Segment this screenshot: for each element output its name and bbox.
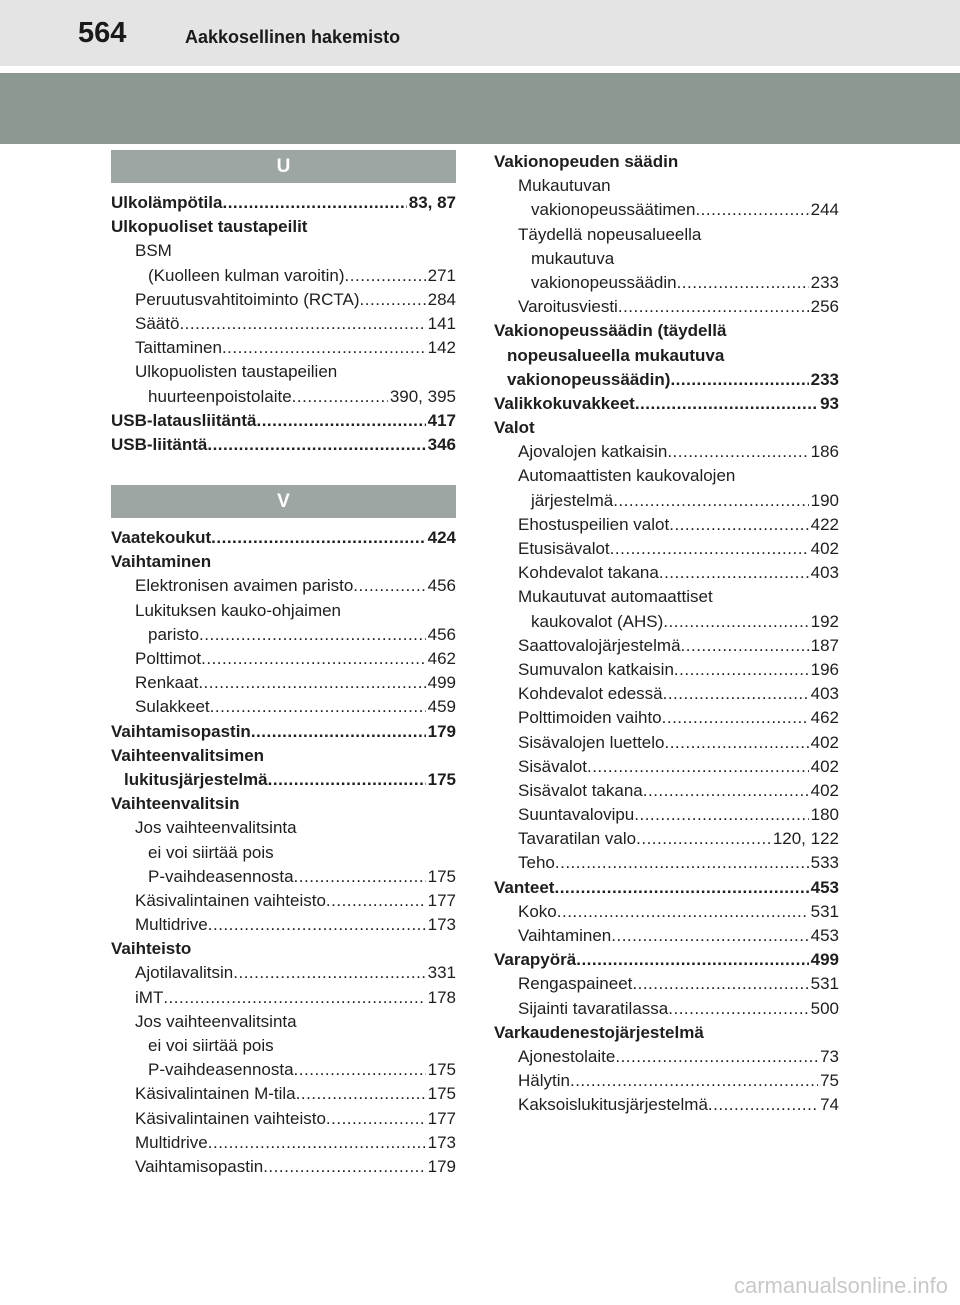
index-entry — [111, 768, 456, 792]
dot-leader — [667, 440, 808, 464]
index-entry-page: 453 — [810, 877, 839, 897]
index-entry-page: 256 — [810, 297, 839, 317]
index-entry-text: Sumuvalon katkaisin — [518, 659, 674, 679]
index-entry-page: 500 — [810, 998, 839, 1018]
index-entry-page: 179 — [427, 721, 456, 741]
index-entry-text: Varkaudenestojärjestelmä — [494, 1022, 704, 1042]
dot-leader — [610, 537, 809, 561]
dot-leader — [576, 948, 808, 972]
dot-leader — [233, 961, 425, 985]
dot-leader — [256, 409, 425, 433]
index-entry-text: Multidrive — [135, 1132, 208, 1152]
index-entry — [494, 1045, 839, 1069]
index-entry-text: USB-latausliitäntä — [111, 410, 257, 430]
dot-leader — [708, 1093, 818, 1117]
index-column-left — [111, 150, 456, 1179]
index-entry-page: 74 — [820, 1095, 839, 1115]
index-entry — [494, 972, 839, 996]
dot-leader — [360, 288, 426, 312]
index-entry-text: Valikkokuvakkeet — [494, 393, 635, 413]
index-entry-page: 459 — [427, 697, 456, 717]
index-entry-text: Polttimot — [135, 649, 202, 668]
index-list-right — [494, 150, 839, 1118]
dot-leader — [208, 1131, 426, 1155]
index-entry — [111, 385, 456, 409]
index-entry — [494, 779, 839, 803]
index-entry-page: 233 — [810, 369, 839, 389]
index-entry — [494, 827, 839, 851]
index-entry-page: 402 — [810, 539, 839, 558]
index-entry-page: 75 — [820, 1071, 839, 1091]
index-entry — [494, 513, 839, 537]
index-entry — [111, 647, 456, 671]
index-entry — [111, 574, 456, 598]
index-entry-text: Mukautuvat automaattiset — [518, 587, 713, 607]
index-entry-text: Teho — [518, 853, 555, 873]
index-entry-text: Vaihtamisopastin — [111, 721, 251, 741]
index-entry — [494, 997, 839, 1021]
index-entry-page: 402 — [810, 780, 839, 800]
index-entry-page: 462 — [427, 649, 456, 668]
index-entry-page: 462 — [810, 708, 839, 728]
index-entry-text: Rengaspaineet — [518, 974, 633, 994]
index-entry — [494, 803, 839, 827]
index-entry-text: USB-liitäntä — [111, 434, 208, 454]
index-entry — [494, 247, 839, 271]
index-entry-text: iMT — [135, 987, 164, 1007]
index-entry-text: BSM — [135, 241, 172, 261]
index-entry — [111, 191, 456, 215]
dot-leader — [554, 876, 808, 900]
index-entry-text: Jos vaihteenvalitsinta — [135, 818, 297, 838]
index-entry-text: Elektronisen avaimen paristo — [135, 576, 354, 596]
index-entry-text: Vaihteenvalitsin — [111, 794, 240, 814]
dot-leader — [198, 671, 425, 695]
dot-leader — [222, 191, 406, 215]
index-entry-page: 180 — [810, 805, 839, 825]
index-entry — [111, 526, 456, 550]
index-entry — [494, 561, 839, 585]
index-entry-text: Sijainti tavaratilassa — [518, 998, 669, 1018]
index-entry-text: Sisävalot — [518, 756, 587, 776]
index-entry-page: 402 — [810, 732, 839, 752]
dot-leader — [268, 768, 426, 792]
index-entry — [494, 174, 839, 198]
index-entry — [111, 695, 456, 719]
index-entry-page: 141 — [427, 313, 456, 333]
index-entry — [494, 1021, 839, 1045]
dot-leader — [326, 889, 426, 913]
index-entry-page: 93 — [820, 393, 839, 413]
dot-leader — [643, 779, 809, 803]
dot-leader — [294, 1058, 426, 1082]
index-entry-text: Sisävalot takana — [518, 780, 643, 800]
index-entry-text: Taittaminen — [135, 338, 222, 358]
index-entry-page: 173 — [427, 915, 456, 935]
index-entry-text: Koko — [518, 901, 557, 921]
index-entry — [111, 744, 456, 768]
index-entry-page: 390, 395 — [389, 386, 456, 406]
index-entry — [111, 841, 456, 865]
index-entry — [494, 295, 839, 319]
index-entry-text: Hälytin — [518, 1071, 570, 1091]
index-entry-text: paristo — [148, 624, 200, 644]
index-entry — [494, 876, 839, 900]
index-entry — [494, 948, 839, 972]
dot-leader — [674, 658, 809, 682]
dot-leader — [199, 623, 426, 647]
dot-leader — [294, 865, 426, 889]
index-entry — [494, 658, 839, 682]
index-entry-text: P-vaihdeasennosta — [148, 866, 294, 886]
index-entry-page: 178 — [427, 987, 456, 1007]
index-entry-text: Automaattisten kaukovalojen — [518, 466, 736, 486]
index-entry — [494, 440, 839, 464]
index-entry-text: Vaihtaminen — [111, 552, 212, 572]
index-entry-page: 403 — [810, 563, 839, 583]
index-entry — [494, 1069, 839, 1093]
index-entry-text: Peruutusvahtitoiminto (RCTA) — [135, 289, 360, 309]
index-entry-text: Vaihteenvalitsimen — [111, 745, 265, 765]
dot-leader — [557, 900, 809, 924]
index-entry — [111, 264, 456, 288]
dot-leader — [570, 1069, 818, 1093]
index-entry — [111, 865, 456, 889]
index-entry-text: Vaatekoukut — [111, 528, 212, 548]
index-entry-text: Lukituksen kauko-ohjaimen — [135, 600, 342, 620]
dot-leader — [663, 610, 808, 634]
index-entry — [111, 550, 456, 574]
index-entry-text: Mukautuvan — [518, 176, 611, 196]
dot-leader — [555, 851, 809, 875]
index-entry — [111, 1107, 456, 1131]
index-entry-page: 190 — [810, 490, 839, 510]
index-entry — [494, 344, 839, 368]
dot-leader — [613, 489, 808, 513]
dot-leader — [664, 731, 808, 755]
index-entry-text: Vaihtaminen — [518, 926, 612, 945]
index-entry — [111, 1082, 456, 1106]
dot-leader — [211, 526, 425, 550]
index-entry-page: 73 — [820, 1046, 839, 1066]
index-entry-page: 284 — [427, 289, 456, 309]
index-entry — [111, 986, 456, 1010]
index-entry — [111, 360, 456, 384]
index-entry — [111, 1131, 456, 1155]
dot-leader — [615, 1045, 818, 1069]
index-entry — [494, 223, 839, 247]
index-entry-page: 403 — [810, 684, 839, 704]
index-entry-page: 175 — [427, 1060, 456, 1080]
index-entry — [494, 489, 839, 513]
index-entry-page: 531 — [810, 974, 839, 994]
index-entry-text: Saattovalojärjestelmä — [518, 635, 681, 655]
dot-leader — [635, 392, 818, 416]
index-entry-text: Varapyörä — [494, 950, 577, 970]
index-entry-text: Ulkolämpötila — [111, 193, 223, 212]
index-entry — [111, 599, 456, 623]
dot-leader — [669, 513, 808, 537]
index-entry-page: 192 — [810, 611, 839, 631]
index-entry — [111, 816, 456, 840]
index-entry — [494, 634, 839, 658]
index-entry — [494, 392, 839, 416]
index-entry-page: 456 — [427, 576, 456, 596]
index-entry — [111, 1058, 456, 1082]
index-entry-text: järjestelmä — [531, 490, 614, 510]
index-entry — [111, 312, 456, 336]
index-entry-text: Ulkopuolisten taustapeilien — [135, 362, 338, 382]
index-entry-text: vakionopeussäädin) — [507, 369, 671, 389]
index-entry-page: 177 — [427, 890, 456, 910]
dot-leader — [251, 720, 426, 744]
index-entry — [494, 416, 839, 440]
index-entry — [111, 239, 456, 263]
index-entry-text: Vaihteisto — [111, 939, 192, 959]
index-entry — [111, 937, 456, 961]
index-entry-text: kaukovalot (AHS) — [531, 611, 664, 631]
index-entry — [111, 433, 456, 457]
index-entry — [494, 368, 839, 392]
dot-leader — [659, 561, 809, 585]
dot-leader — [670, 368, 808, 392]
dot-leader — [210, 695, 426, 719]
index-entry-page: 173 — [427, 1132, 456, 1152]
dot-leader — [222, 336, 426, 360]
index-entry-text: Käsivalintainen vaihteisto — [135, 890, 326, 910]
index-entry-page: 120, 122 — [772, 829, 839, 849]
index-entry — [494, 150, 839, 174]
index-entry-text: Polttimoiden vaihto — [518, 708, 662, 728]
section-letter-u: U — [111, 150, 456, 183]
index-entry-text: Etusisävalot — [518, 539, 610, 558]
dot-leader — [695, 198, 808, 222]
index-entry-text: ei voi siirtää pois — [148, 842, 274, 862]
index-entry-page: 424 — [427, 528, 456, 548]
index-entry-text: Vakionopeuden säädin — [494, 152, 679, 171]
index-entry-text: Sulakkeet — [135, 697, 210, 717]
dot-leader — [587, 755, 809, 779]
index-entry-text: Jos vaihteenvalitsinta — [135, 1011, 297, 1031]
index-entry-page: 402 — [810, 756, 839, 776]
index-entry-page: 244 — [810, 200, 839, 220]
dot-leader — [326, 1107, 426, 1131]
dot-leader — [296, 1082, 426, 1106]
index-entry — [111, 720, 456, 744]
header-banner — [0, 73, 960, 144]
index-entry-text: Tavaratilan valo — [518, 829, 637, 849]
index-entry-page: 531 — [810, 901, 839, 921]
index-entry — [494, 924, 839, 948]
index-entry-page: 175 — [427, 1084, 456, 1104]
index-entry-page: 233 — [810, 272, 839, 292]
dot-leader — [663, 682, 809, 706]
index-entry-page: 142 — [427, 338, 456, 358]
index-list-v — [111, 526, 456, 1179]
index-entry — [111, 792, 456, 816]
index-entry-text: Ajovalojen katkaisin — [518, 442, 668, 462]
index-entry-text: lukitusjärjestelmä — [124, 769, 268, 789]
index-entry-text: Sisävalojen luettelo — [518, 732, 665, 752]
index-entry — [494, 851, 839, 875]
index-entry-page: 179 — [427, 1156, 456, 1176]
dot-leader — [345, 264, 426, 288]
index-entry — [494, 271, 839, 295]
dot-leader — [263, 1155, 425, 1179]
dot-leader — [668, 997, 808, 1021]
dot-leader — [632, 972, 808, 996]
index-entry-text: Kohdevalot takana — [518, 563, 659, 583]
index-entry — [111, 215, 456, 239]
dot-leader — [353, 574, 425, 598]
index-entry-text: Säätö — [135, 313, 180, 333]
index-entry-page: 499 — [427, 673, 456, 693]
index-entry — [494, 731, 839, 755]
index-entry-text: vakionopeussäätimen — [531, 200, 696, 220]
index-entry-text: vakionopeussäädin — [531, 272, 677, 292]
index-entry-page: 533 — [810, 853, 839, 873]
index-entry — [111, 1034, 456, 1058]
dot-leader — [611, 924, 808, 948]
index-entry-text: mukautuva — [531, 248, 615, 268]
page-number: 564 — [78, 17, 127, 49]
index-entry-text: Vaihtamisopastin — [135, 1156, 264, 1176]
index-entry-text: huurteenpoistolaite — [148, 386, 292, 406]
index-entry-text: P-vaihdeasennosta — [148, 1060, 294, 1080]
index-entry-text: Varoitusviesti — [518, 297, 618, 317]
dot-leader — [201, 647, 425, 671]
index-entry — [111, 913, 456, 937]
index-entry-text: Käsivalintainen vaihteisto — [135, 1108, 326, 1128]
index-entry-text: Vanteet — [494, 877, 555, 897]
index-entry-page: 456 — [427, 624, 456, 644]
dot-leader — [179, 312, 425, 336]
index-entry — [111, 1010, 456, 1034]
section-letter-v: V — [111, 485, 456, 518]
index-entry-text: Ajotilavalitsin — [135, 963, 234, 983]
dot-leader — [618, 295, 809, 319]
index-entry-page: 499 — [810, 950, 839, 970]
dot-leader — [634, 803, 808, 827]
index-entry-text: Multidrive — [135, 915, 208, 935]
index-entry-page: 271 — [427, 265, 456, 285]
index-entry — [111, 1155, 456, 1179]
index-entry — [111, 336, 456, 360]
index-entry — [494, 900, 839, 924]
index-entry-text: nopeusalueella mukautuva — [507, 345, 725, 365]
index-entry-text: Ulkopuoliset taustapeilit — [111, 217, 308, 237]
index-entry — [494, 585, 839, 609]
index-entry-page: 187 — [810, 635, 839, 655]
dot-leader — [636, 827, 771, 851]
index-column-right — [494, 150, 839, 1118]
index-entry — [494, 610, 839, 634]
dot-leader — [208, 913, 426, 937]
index-entry — [111, 889, 456, 913]
index-entry — [111, 671, 456, 695]
dot-leader — [677, 271, 809, 295]
index-entry-text: Valot — [494, 418, 535, 438]
index-entry-page: 331 — [427, 963, 456, 983]
index-entry-page: 196 — [810, 659, 839, 679]
index-entry — [111, 409, 456, 433]
index-entry — [494, 1093, 839, 1117]
index-entry-text: Vakionopeussäädin (täydellä — [494, 321, 727, 341]
index-entry-page: 83, 87 — [408, 193, 456, 212]
index-entry-page: 417 — [427, 410, 456, 430]
top-header-bar — [0, 0, 960, 66]
index-entry-page: 186 — [810, 442, 839, 462]
index-entry — [494, 198, 839, 222]
index-entry — [111, 961, 456, 985]
dot-leader — [292, 385, 388, 409]
index-entry-page: 346 — [427, 434, 456, 454]
chapter-title: Aakkosellinen hakemisto — [185, 27, 401, 47]
index-entry — [494, 706, 839, 730]
watermark: carmanualsonline.info — [733, 1273, 948, 1298]
index-entry-text: Renkaat — [135, 673, 199, 693]
index-entry-text: Täydellä nopeusalueella — [518, 224, 702, 244]
dot-leader — [163, 986, 425, 1010]
index-entry-text: Käsivalintainen M-tila — [135, 1084, 296, 1104]
dot-leader — [681, 634, 809, 658]
index-entry — [494, 537, 839, 561]
index-entry-page: 175 — [427, 866, 456, 886]
index-entry-page: 175 — [427, 769, 456, 789]
index-entry-text: Ehostuspeilien valot — [518, 514, 670, 534]
dot-leader — [662, 706, 809, 730]
index-entry-text: ei voi siirtää pois — [148, 1036, 274, 1055]
index-entry — [111, 623, 456, 647]
index-entry-text: Ajonestolaite — [518, 1046, 616, 1066]
index-entry-page: 453 — [810, 926, 839, 945]
index-entry — [494, 319, 839, 343]
index-entry-text: Kohdevalot edessä — [518, 684, 663, 704]
dot-leader — [207, 433, 425, 457]
index-entry-page: 177 — [427, 1108, 456, 1128]
index-entry-text: Suuntavalovipu — [518, 805, 635, 825]
index-entry — [111, 288, 456, 312]
index-entry-text: (Kuolleen kulman varoitin) — [148, 265, 345, 285]
index-entry — [494, 464, 839, 488]
index-entry-text: Kaksoislukitusjärjestelmä — [518, 1095, 708, 1115]
index-entry-page: 422 — [810, 514, 839, 534]
index-list-u — [111, 191, 456, 457]
index-entry — [494, 682, 839, 706]
index-entry — [494, 755, 839, 779]
